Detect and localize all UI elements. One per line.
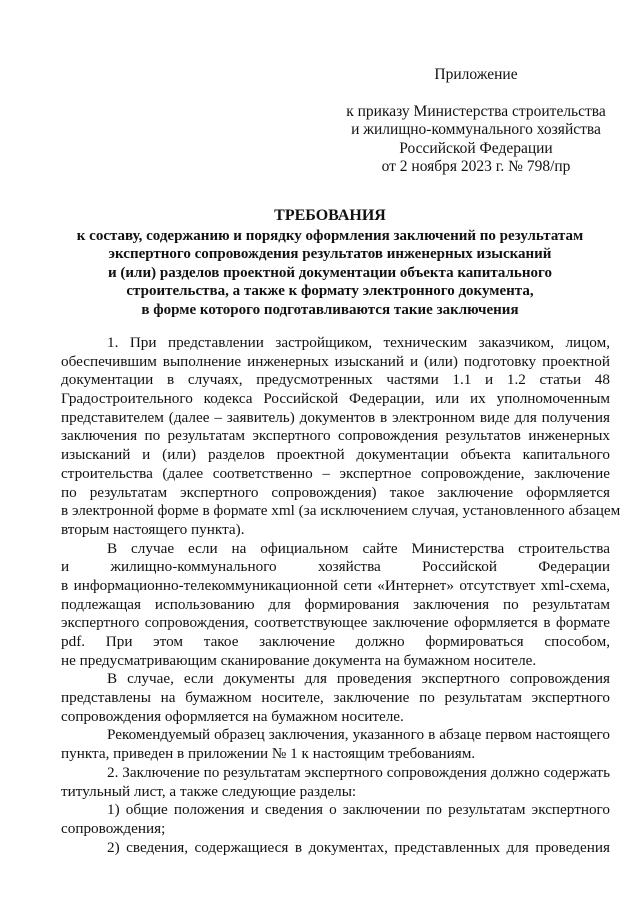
heading-line: и (или) разделов проектной документации объекта капитального — [108, 264, 552, 281]
document-heading — [40, 207, 620, 320]
heading-line: к составу, содержанию и порядку оформления заключений по результатам — [76, 227, 584, 244]
paragraph-5 — [61, 764, 610, 801]
text-line: 2) сведения, содержащиеся в документах, представленных для проведения — [107, 838, 610, 856]
paragraph-2 — [61, 540, 610, 671]
text-line: экспертного сопровождения, соответствующее заключение оформляется в формате — [61, 614, 610, 632]
text-line: 2. Заключение по результатам экспертного сопровождения должно содержать — [107, 763, 610, 781]
text-line: не предусматривающим сканирование документа на бумажном носителе. — [61, 651, 537, 669]
text-line: В случае, если документы для проведения экспертного сопровождения — [107, 670, 610, 688]
text-line: строительства (далее соответственно – экспертное сопровождение, заключение — [61, 464, 610, 482]
text-line: в электронной форме в формате xml (за исключением случая, установленного абзацем — [61, 502, 621, 520]
heading-line: экспертного сопровождения результатов инженерных изысканий — [108, 246, 552, 263]
text-line: сопровождения оформляется на бумажном носителе. — [61, 707, 404, 725]
heading-line: в форме которого подготавливаются такие заключения — [141, 301, 519, 318]
text-line: заключения по результатам экспертного сопровождения результатов инженерных — [61, 427, 610, 445]
heading-line: строительства, а также к формату электронного документа, — [126, 283, 534, 300]
text-line: в информационно-телекоммуникационной сети «Интернет» отсутствует xml-схема, — [61, 576, 610, 594]
text-line: В случае если на официальном сайте Министерства строительства — [107, 539, 610, 557]
appendix-line: и жилищно-коммунального хозяйства — [351, 121, 601, 138]
text-line: обеспечившим выполнение инженерных изысканий и (или) подготовку проектной — [61, 352, 610, 370]
text-line: 1. При представлении застройщиком, техническим заказчиком, лицом, — [107, 334, 610, 351]
document-body — [61, 334, 621, 857]
paragraph-6 — [61, 801, 610, 838]
text-line: Рекомендуемый образец заключения, указанного в абзаце первом настоящего — [107, 726, 610, 744]
text-line: титульный лист, а также следующие разделы: — [61, 782, 357, 800]
text-line: вторым настоящего пункта). — [61, 520, 245, 538]
heading-title: ТРЕБОВАНИЯ — [274, 207, 386, 224]
text-line: представлены на бумажном носителе, заключение по результатам экспертного — [61, 689, 610, 707]
text-line: пункта, приведен в приложении № 1 к настоящим требованиям. — [61, 745, 476, 763]
text-line: подлежащая использованию для формирования заключения по результатам — [61, 595, 610, 613]
text-line: и жилищно-коммунального хозяйства Российской Федерации — [61, 558, 610, 576]
text-line: pdf. При этом такое заключение должно формироваться способом, — [61, 633, 610, 650]
paragraph-7 — [61, 839, 610, 858]
text-line: Градостроительного кодекса Российской Федерации, или их уполномоченным — [61, 390, 610, 408]
appendix-line: к приказу Министерства строительства — [346, 102, 606, 120]
appendix-line: Российской Федерации — [399, 139, 553, 157]
appendix-line: от 2 ноября 2023 г. № 798/пр — [381, 158, 571, 175]
paragraph-4 — [61, 726, 610, 763]
text-line: изысканий и (или) разделов проектной документации объекта капитального — [61, 446, 610, 464]
text-line: 1) общие положения и сведения о заключении по результатам экспертного — [107, 801, 610, 819]
text-line: сопровождения; — [61, 819, 166, 837]
text-line: представителем (далее – заявитель) документов в электронном виде для получения — [61, 408, 610, 426]
text-line: документации в случаях, предусмотренных частями 1.1 и 1.2 статьи 48 — [61, 371, 610, 389]
paragraph-3 — [61, 670, 610, 726]
paragraph-1 — [61, 334, 621, 540]
appendix-block — [326, 66, 626, 177]
text-line: по результатам экспертного сопровождения) такое заключение оформляется — [61, 483, 610, 501]
appendix-title: Приложение — [434, 66, 518, 83]
